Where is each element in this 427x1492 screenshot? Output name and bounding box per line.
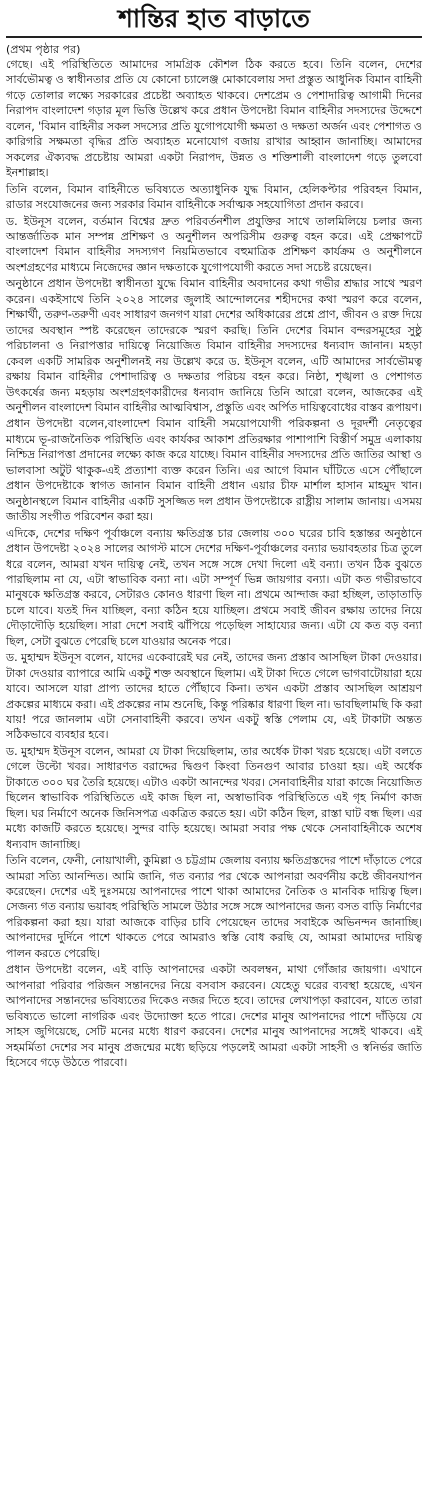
article-paragraph: তিনি বলেন, ফেনী, নোয়াখালী, কুমিল্লা ও চট্টগ্রাম জেলায় বন্যায় ক্ষতিগ্রস্তদের পাশে দাঁড়াতে পেরে আমরা সত্যি আনন্দিত। আমি জানি, গত বন্যার পর থেকে আপনারা অবর্ণনীয় কষ্টে জীবনযাপন করেছেন। দেশের এই দুঃসময়ে আপনাদের পাশে থাকা আমাদের নৈতিক ও মানবিক দায়িত্ব ছিল। সেজন্য গত বন্যায় ভয়াবহ পরিস্থিতি সামলে উঠার সঙ্গে সঙ্গে আপনাদের জন্য বসত বাড়ি নির্মাণের পরিকল্পনা করা হয়। যারা আজকে বাড়ির চাবি পেয়েছেন তাদের সবাইকে অভিনন্দন জানাচ্ছি। আপনাদের দুর্দিনে পাশে থাকতে পেরে আমরাও স্বস্তি বোধ করছি যে, আমরা আমাদের দায়িত্ব পালন করতে পেরেছি। (6, 854, 422, 960)
article-paragraph: ড. মুহাম্মদ ইউনূস বলেন, আমরা যে টাকা দিয়েছিলাম, তার অর্ধেক টাকা খরচ হয়েছে। এটা বলতে গেলে উল্টো খবর। সাধারণত বরাদ্দের দ্বিগুণ কিংবা তিনগুণ আবার চাওয়া হয়। এই অর্ধেক টাকাতে ৩০০ ঘর তৈরি হয়েছে। এটাও একটা আনন্দের খবর। সেনাবাহিনীর যারা কাজে নিয়োজিত ছিলেন স্বাভাবিক পরিস্থিতিতে এই কাজ ছিল না, অস্বাভাবিক পরিস্থিতিতে এই গৃহ নির্মাণ কাজ ছিল। ঘর নির্মাণে অনেক জিনিসপত্র একত্রিত করতে হয়। এটা কঠিন ছিল, রাস্তা ঘাট বন্ধ ছিল। এর মধ্যে কাজটি করতে হয়েছে। সুন্দর বাড়ি হয়েছে। আমরা সবার পক্ষ থেকে সেনাবাহিনীকে অশেষ ধন্যবাদ জানাচ্ছি। (6, 744, 422, 851)
article-paragraph: প্রধান উপদেষ্টা বলেন, এই বাড়ি আপনাদের একটা অবলম্বন, মাথা গোঁজার জায়গা। এখানে আপনারা পরিবার পরিজন সন্তানদের নিয়ে বসবাস করবেন। যেহেতু ঘরের ব্যবস্থা হয়েছে, এখন আপনাদের সন্তানদের ভবিষ্যতের দিকেও নজর দিতে হবে। তাদের লেখাপড়া করাবেন, যাতে তারা ভবিষ্যতে ভালো নাগরিক এবং উদ্যোক্তা হতে পারে। দেশের মানুষ আপনাদের পাশে দাঁড়িয়ে যে সাহস জুগিয়েছে, সেটি মনের মধ্যে ধারণ করবেন। দেশের মানুষ আপনাদের সঙ্গেই থাকবে। এই সহমর্মিতা দেশের সব মানুষ প্রজন্মের মধ্যে ছড়িয়ে পড়লেই আমরা একটা সাহসী ও স্বনির্ভর জাতি হিসেবে গড়ে উঠতে পারবো। (6, 963, 422, 1069)
article-body (6, 57, 422, 1070)
article-paragraph: অনুষ্ঠানে প্রধান উপদেষ্টা স্বাধীনতা যুদ্ধে বিমান বাহিনীর অবদানের কথা গভীর শ্রদ্ধার সাথে স্মরণ করেন। একইসাথে তিনি ২০২৪ সালের জুলাই আন্দোলনের শহীদদের কথা স্মরণ করে বলেন, শিক্ষার্থী, তরুণ-তরুণী এবং সাধারণ জনগণ যারা দেশের অধিকারের প্রশ্নে প্রাণ, জীবন ও রক্ত দিয়ে তাদের অবস্থান স্পষ্ট করেছেন তাদেরকে স্মরণ করছি। তিনি দেশের বিমান বন্দরসমূহের সুষ্ঠু পরিচালনা ও নিরাপত্তার দায়িত্বে নিয়োজিত বিমান বাহিনীর সদস্যদের ধন্যবাদ জানান। মহড়া কেবল একটি সামরিক অনুশীলনই নয় উল্লেখ করে ড. ইউনূস বলেন, এটি আমাদের সার্বভৌমত্ব রক্ষায় বিমান বাহিনীর পেশাদারিত্ব ও দক্ষতার পরিচয় বহন করে। নিষ্ঠা, শৃঙ্খলা ও পেশাগত উৎকর্ষের জন্য মহড়ায় অংশগ্রহণকারীদের ধন্যবাদ জানিয়ে তিনি আরো বলেন, আজকের এই অনুশীলন বাংলাদেশ বিমান বাহিনীর আত্মবিশ্বাস, প্রস্তুতি এবং অর্পিত দায়িত্ববোধের বাস্তব রূপায়ণ। (6, 277, 422, 414)
article-headline: শান্তির হাত বাড়াতে (6, 4, 422, 38)
article-paragraph: গেছে। এই পরিস্থিতিতে আমাদের সামগ্রিক কৌশল ঠিক করতে হবে। তিনি বলেন, দেশের সার্বভৌমত্ব ও স্বাধীনতার প্রতি যে কোনো চ্যালেঞ্জ মোকাবেলায় সদা প্রস্তুত আধুনিক বিমান বাহিনী গড়ে তোলার লক্ষ্যে সরকারের প্রচেষ্টা অব্যাহত থাকবে। দেশপ্রেম ও পেশাদারিত্ব আগামী দিনের নিরাপদ বাংলাদেশ গড়ার মূল ভিত্তি উল্লেখ করে প্রধান উপদেষ্টা বিমান বাহিনীর সদস্যদের উদ্দেশে বলেন, 'বিমান বাহিনীর সকল সদস্যের প্রতি যুগোপযোগী ক্ষমতা ও দক্ষতা অর্জন এবং পেশাগত ও কারিগরি সক্ষমতা বৃদ্ধির প্রতি অব্যাহত মনোযোগ বজায় রাখার আহ্বান জানাচ্ছি। আমাদের সকলের ঐক্যবদ্ধ প্রচেষ্টায় আমরা একটা নিরাপদ, উন্নত ও শক্তিশালী বাংলাদেশ গড়ে তুলবো ইনশাল্লাহ। (6, 58, 422, 180)
article-paragraph: এদিকে, দেশের দক্ষিণ পূর্বাঞ্চলে বন্যায় ক্ষতিগ্রস্ত চার জেলায় ৩০০ ঘরের চাবি হস্তান্তর অনুষ্ঠানে প্রধান উপদেষ্টা ২০২৪ সালের আগস্ট মাসে দেশের দক্ষিণ-পূর্বাঞ্চলের বন্যার ভয়াবহতার চিত্র তুলে ধরে বলেন, আমরা যখন দায়িত্ব নেই, তখন সঙ্গে সঙ্গে দেখা দিলো এই বন্যা। তখন ঠিক বুঝতে পারছিলাম না যে, এটা স্বাভাবিক বন্যা না। এটা সম্পূর্ণ ভিন্ন জায়গার বন্যা। এটা কত গভীরভাবে মানুষকে ক্ষতিগ্রস্ত করবে, সেটারও কোনও ধারণা ছিল না। প্রথমে আন্দাজ করা হচ্ছিল, তাড়াতাড়ি চলে যাবে। যতই দিন যাচ্ছিল, বন্যা কঠিন হয়ে যাচ্ছিল। প্রথমে সবাই জীবন রক্ষায় তাদের নিয়ে দৌড়াদৌড়ি হয়েছিল। সারা দেশে সবাই ঝাঁপিয়ে পড়েছিল সাহায্যের জন্য। এটা যে কত বড় বন্যা ছিল, সেটা বুঝতে পেরেছি চলে যাওয়ার অনেক পরে। (6, 526, 422, 648)
article-paragraph: ড. ইউনূস বলেন, বর্তমান বিশ্বের দ্রুত পরিবর্তনশীল প্রযুক্তির সাথে তালমিলিয়ে চলার জন্য আন্তর্জাতিক মান সম্পন্ন প্রশিক্ষণ ও অনুশীলন অপরিসীম গুরুত্ব বহন করে। এই প্রেক্ষাপটে বাংলাদেশ বিমান বাহিনীর সদস্যগণ নিয়মিতভাবে বহুমাত্রিক প্রশিক্ষণ কার্যক্রম ও অনুশীলনে অংশগ্রহণের মাধ্যমে নিজেদের জ্ঞান দক্ষতাকে যুগোপযোগী করতে সদা সচেষ্ট রয়েছেন। (6, 214, 422, 274)
article-paragraph: ড. মুহাম্মদ ইউনূস বলেন, যাদের একেবারেই ঘর নেই, তাদের জন্য প্রস্তাব আসছিল টাকা দেওয়ার। টাকা দেওয়ার ব্যাপারে আমি একটু শক্ত অবস্থানে ছিলাম। এই টাকা দিতে গেলে ভাগবাটোয়ারা হয়ে যাবে। আসলে যারা প্রাপ্য তাদের হাতে পৌঁছাবে কিনা। তখন একটা প্রস্তাব আসছিল আশ্রয়ণ প্রকল্পের মাধ্যমে করা। এই প্রকল্পের নাম শুনেছি, কিন্তু পরিষ্কার ধারণা ছিল না। ভাবছিলামছি কি করা যায়! পরে জানলাম এটা সেনাবাহিনী করবে। তখন একটু স্বস্তি পেলাম যে, এই টাকাটা অন্তত সঠিকভাবে ব্যবহার হবে। (6, 651, 422, 742)
continuation-note: (প্রথম পৃষ্ঠার পর) (6, 43, 81, 56)
article-paragraph: প্রধান উপদেষ্টা বলেন,বাংলাদেশ বিমান বাহিনী সময়োপযোগী পরিকল্পনা ও দূরদর্শী নেতৃত্বের মাধ্যমে ভূ-রাজনৈতিক পরিস্থিতি এবং কার্যকর আকাশ প্রতিরক্ষার পাশাপাশি বিস্তীর্ণ সমুদ্র এলাকায় নিশ্চিদ্র নিরাপত্তা প্রদানের লক্ষ্যে কাজ করে যাচ্ছে। বিমান বাহিনীর সদস্যদের প্রতি জাতির আস্থা ও ভালবাসা অটুট থাকুক-এই প্রত্যাশা ব্যক্ত করেন তিনি। এর আগে বিমান ঘাঁটিতে এসে পৌঁছালে প্রধান উপদেষ্টাকে স্বাগত জানান বিমান বাহিনী প্রধান এয়ার চীফ মার্শাল হাসান মাহমুদ খান। অনুষ্ঠানস্থলে বিমান বাহিনীর একটি সুসজ্জিত দল প্রধান উপদেষ্টাকে রাষ্ট্রীয় সালাম জানায়। এসময় জাতীয় সংগীত পরিবেশন করা হয়। (6, 417, 422, 524)
article-paragraph: তিনি বলেন, বিমান বাহিনীতে ভবিষ্যতে অত্যাধুনিক যুদ্ধ বিমান, হেলিকপ্টার পরিবহন বিমান, রাডার সংযোজনের জন্য সরকার বিমান বাহিনীকে সর্বাত্মক সহযোগিতা প্রদান করবে। (6, 182, 422, 212)
